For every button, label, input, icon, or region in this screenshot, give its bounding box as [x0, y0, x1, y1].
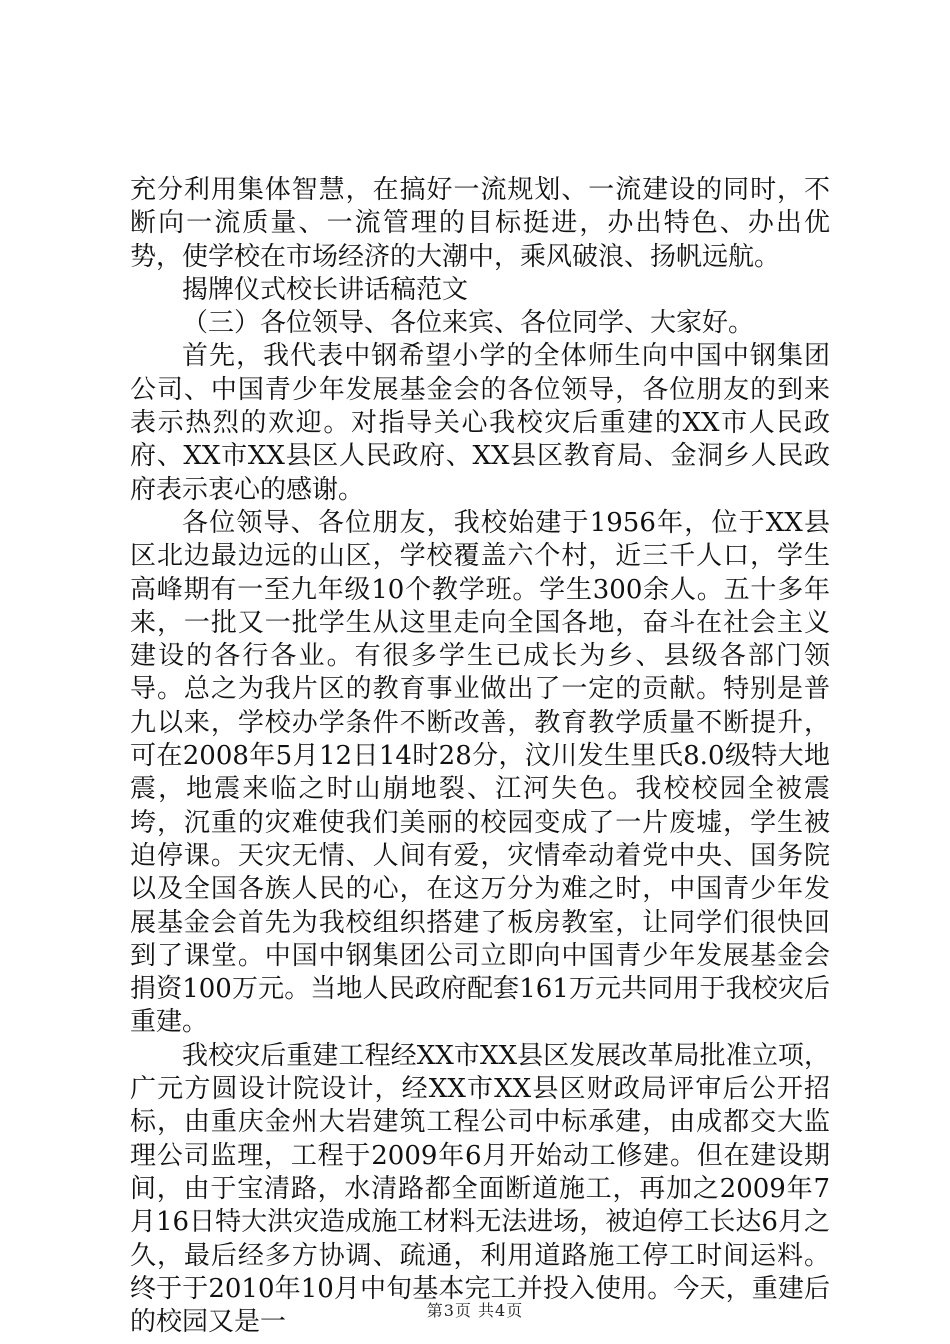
- paragraph-continuation: 充分利用集体智慧，在搞好一流规划、一流建设的同时，不断向一流质量、一流管理的目标挺进，办出特色、办出优势，使学校在市场经济的大潮中，乘风破浪、扬帆远航。: [130, 175, 830, 272]
- history-paragraph: 各位领导、各位朋友，我校始建于1956年，位于XX县区北边最边远的山区，学校覆盖六个村，近三千人口，学生高峰期有一至九年级10个教学班。学生300余人。五十多年来，一批又一批学生从这里走向全国各地，奋斗在社会主义建设的各行各业。有很多学生已成长为乡、县级各部门领导。总之为我片区的教育事业做出了一定的贡献。特别是普九以来，学校办学条件不断改善，教育教学质量不断提升，可在2008年5月12日14时28分，汶川发生里氏8.0级特大地震，地震来临之时山崩地裂、江河失色。我校校园全被震垮，沉重的灾难使我们美丽的校园变成了一片废墟，学生被迫停课。天灾无情、人间有爱，灾情牵动着党中央、国务院以及全国各族人民的心，在这万分为难之时，中国青少年发展基金会首先为我校组织搭建了板房教室，让同学们很快回到了课堂。中国中钢集团公司立即向中国青少年发展基金会捐资100万元。当地人民政府配套161万元共同用于我校灾后重建。: [130, 507, 830, 1038]
- welcome-paragraph: 首先，我代表中钢希望小学的全体师生向中国中钢集团公司、中国青少年发展基金会的各位领导，各位朋友的到来表示热烈的欢迎。对指导关心我校灾后重建的XX市人民政府、XX市XX县区人民政府、XX县区教育局、金洞乡人民政府表示衷心的感谢。: [130, 341, 830, 505]
- page-number-footer: 第3页 共4页: [426, 1301, 524, 1320]
- greeting-paragraph: （三）各位领导、各位来宾、各位同学、大家好。: [182, 308, 755, 339]
- section-heading: 揭牌仪式校长讲话稿范文: [182, 274, 469, 305]
- reconstruction-paragraph: 我校灾后重建工程经XX市XX县区发展改革局批准立项，广元方圆设计院设计，经XX市XX县区财政局评审后公开招标，由重庆金州大岩建筑工程公司中标承建，由成都交大监理公司监理，工程于2009年6月开始动工修建。但在建设期间，由于宝清路，水清路都全面断道施工，再加之2009年7月16日特大洪灾造成施工材料无法进场，被迫停工长达6月之久，最后经多方协调、疏通，利用道路施工停工时间运料。终于于2010年10月中旬基本完工并投入使用。今天，重建后的校园又是一: [130, 1040, 830, 1338]
- document-body: [130, 174, 830, 1339]
